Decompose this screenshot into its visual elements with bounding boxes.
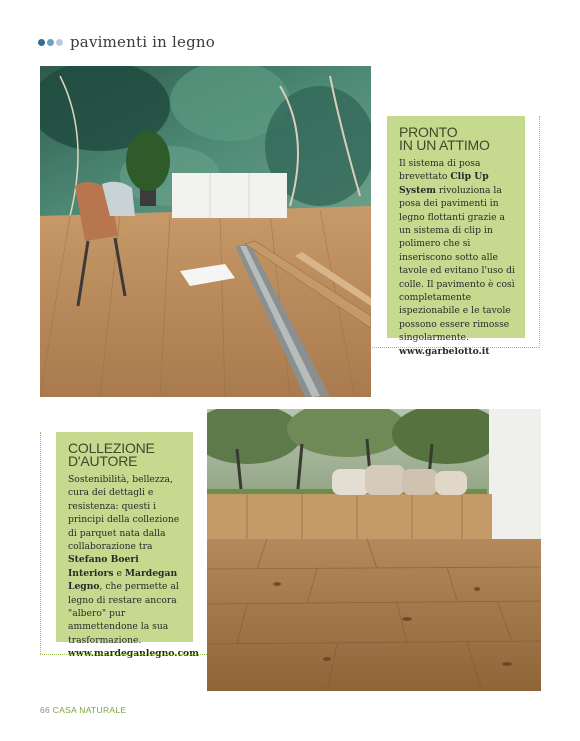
section-header	[38, 33, 215, 51]
article-body	[399, 157, 515, 345]
magazine-name: CASA NATURALE	[52, 705, 127, 715]
photo-floor-installation-illustration	[40, 66, 371, 397]
photo-floor-installation	[40, 66, 371, 397]
article-title-line-2: IN UN ATTIMO	[399, 137, 490, 153]
article-title-line-1: PRONTO	[399, 124, 458, 140]
article-body	[68, 473, 183, 647]
article-body-text: Il sistema di posa brevettato	[399, 158, 481, 183]
article-body-bold: Mardegan Legno	[68, 567, 178, 593]
dotted-frame-bottom	[40, 654, 207, 655]
website-link[interactable]: www.mardeganlegno.com	[68, 648, 199, 660]
dotted-frame-right	[539, 116, 540, 348]
dotted-frame-left	[40, 432, 41, 654]
dotted-frame-bottom	[372, 347, 539, 348]
header-dot-1	[38, 39, 45, 46]
article-body-text: rivoluziona la posa dei pavimenti in legno flottanti grazie a un sistema di clip in polimero che si inseriscono sotto alle tavole ed evitano l'uso di colle. Il pavimento è così completamente ispezionabile e le tavole possono essere rimosse singolarmente.	[399, 184, 515, 344]
header-dot-3	[56, 39, 63, 46]
article-collezione-d-autore	[56, 432, 199, 660]
photo-wood-floor-forest-illustration	[207, 409, 541, 691]
article-pronto-in-un-attimo	[387, 116, 525, 357]
article-body-text: , che permette al legno di restare ancora "albero" pur ammettendone la sua trasformazione.	[68, 581, 179, 646]
article-title	[399, 126, 515, 152]
page-folio	[40, 705, 126, 715]
article-title-line-1: COLLEZIONE	[68, 440, 155, 456]
photo-wood-floor-forest	[207, 409, 541, 691]
header-dot-2	[47, 39, 54, 46]
page-number: 66	[40, 705, 51, 715]
article-title-line-2: D'AUTORE	[68, 453, 138, 469]
website-link[interactable]: www.garbelotto.it	[399, 345, 490, 357]
section-title: pavimenti in legno	[70, 33, 215, 51]
article-body-bold: Stefano Boeri Interiors	[68, 554, 139, 579]
article-title	[68, 442, 183, 468]
article-body-bold: Clip Up System	[399, 171, 489, 196]
article-body-text: e	[113, 567, 125, 579]
article-body-text: Sostenibilità, bellezza, cura dei dettagli e resistenza: questi i principi della collezione di parquet nata dalla collaborazione tra	[68, 474, 180, 553]
